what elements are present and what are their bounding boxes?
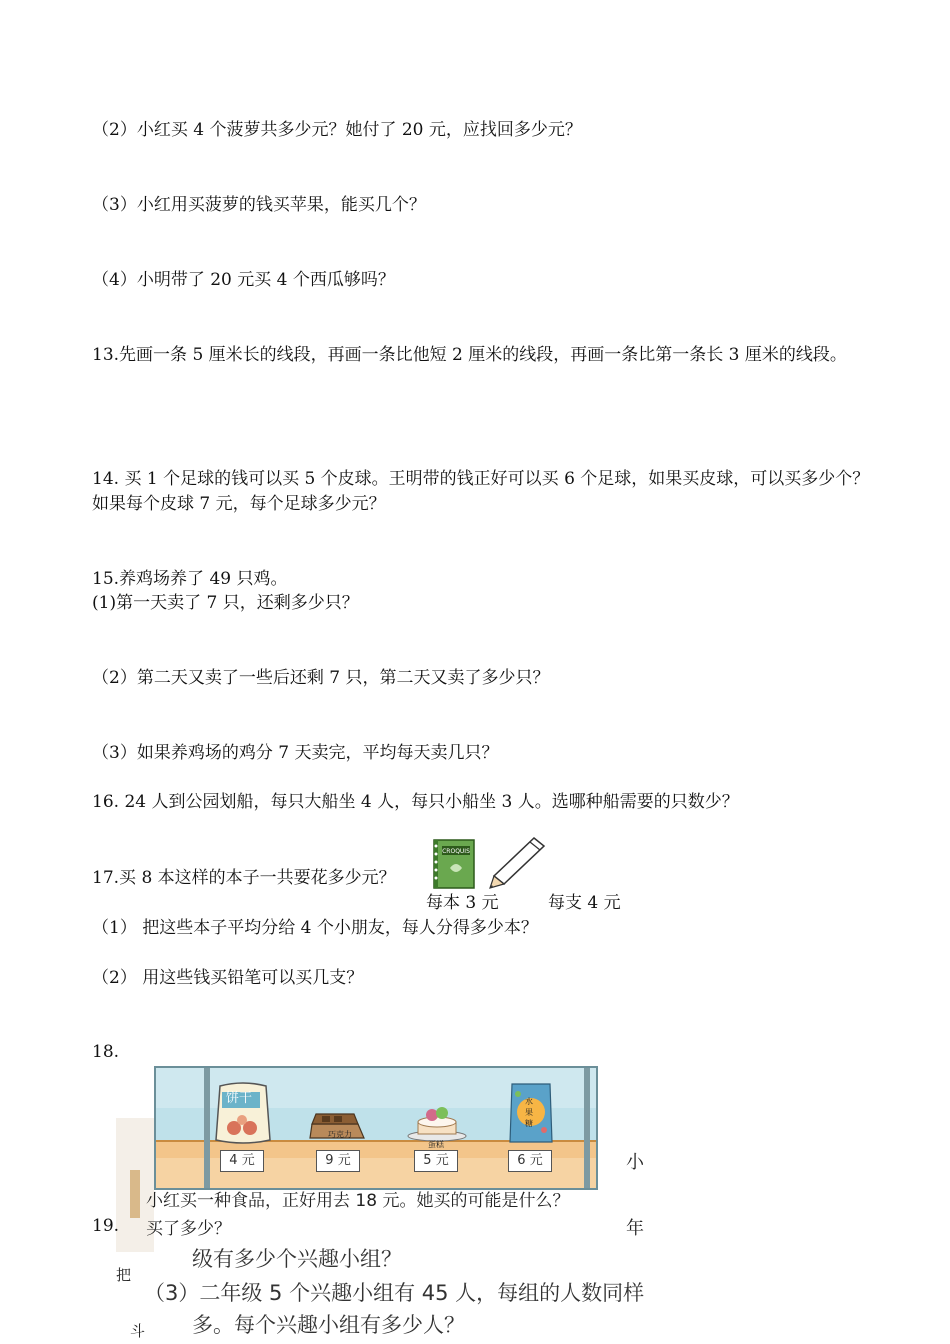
q12-part4: （4）小明带了 20 元买 4 个西瓜够吗？ — [92, 270, 395, 290]
q15-part1: (1)第一天卖了 7 只，还剩多少只？ — [92, 593, 359, 613]
q19-line1: 级有多少个兴趣小组？ — [192, 1247, 402, 1271]
biscuit-price-tag: 4 元 — [220, 1150, 264, 1172]
q19-number: 19. — [92, 1216, 120, 1236]
q13-text: 13.先画一条 5 厘米长的线段，再画一条比他短 2 厘米的线段，再画一条比第一条长 3 厘米的线段。 — [92, 345, 847, 365]
q18-number: 18. — [92, 1042, 120, 1062]
q15-part2: （2）第二天又卖了一些后还剩 7 只，第二天又卖了多少只？ — [92, 668, 550, 688]
notebook-price-caption: 每本 3 元 — [426, 893, 499, 913]
q18-question-line1: 小红买一种食品，正好用去 18 元。她买的可能是什么？ — [146, 1191, 570, 1211]
chocolate-price-tag: 9 元 — [316, 1150, 360, 1172]
q12-part3: （3）小红用买菠萝的钱买苹果，能买几个？ — [92, 195, 426, 215]
q17-part2: （2） 用这些钱买铅笔可以买几支？ — [92, 968, 364, 988]
biscuit-bag-icon — [212, 1080, 274, 1146]
pencil-icon — [488, 834, 548, 890]
notebook-icon — [430, 838, 478, 890]
pencil-price-caption: 每支 4 元 — [548, 893, 621, 913]
notebook-illustration — [430, 838, 478, 890]
q17-stem: 17.买 8 本这样的本子一共要花多少元？ — [92, 868, 396, 888]
q12-part2: （2）小红买 4 个菠萝共多少元？她付了 20 元，应找回多少元？ — [92, 120, 582, 140]
q15-stem: 15.养鸡场养了 49 只鸡。 — [92, 569, 288, 589]
q14-text: 14. 买 1 个足球的钱可以买 5 个皮球。王明带的钱正好可以买 6 个足球，如果买皮球，可以买多少个？如果每个皮球 7 元，每个足球多少元？ — [92, 469, 870, 514]
q15-part3: （3）如果养鸡场的鸡分 7 天卖完，平均每天卖几只？ — [92, 743, 499, 763]
q19-line2: （3）二年级 5 个兴趣小组有 45 人，每组的人数同样 — [144, 1281, 645, 1305]
chocolate-label: 巧克力 — [328, 1130, 352, 1139]
q16-text: 16. 24 人到公园划船，每只大船坐 4 人，每只小船坐 3 人。选哪种船需要的只数少？ — [92, 792, 739, 812]
q19-line3: 多。每个兴趣小组有多少人？ — [192, 1313, 465, 1337]
cake-icon — [406, 1100, 468, 1142]
candy-label: 水果糖 — [525, 1097, 533, 1128]
q17-part1: （1） 把这些本子平均分给 4 个小朋友，每人分得多少本？ — [92, 918, 538, 938]
notebook-cover-text: CROQUIS — [442, 848, 470, 855]
candy-price-tag: 6 元 — [508, 1150, 552, 1172]
q18-side-char: 小 — [626, 1152, 644, 1173]
q19-fragment-left2: 斗 — [130, 1322, 146, 1340]
q19-side-char: 年 — [626, 1218, 644, 1239]
cake-label: 蛋糕 — [428, 1140, 444, 1149]
cake-price-tag: 5 元 — [414, 1150, 458, 1172]
biscuit-label: 饼干 — [226, 1091, 253, 1106]
q19-fragment-left: 把 — [116, 1266, 132, 1284]
scan-fragment-mark — [130, 1170, 140, 1218]
pencil-illustration — [488, 834, 548, 890]
q18-question-line2: 买了多少？ — [146, 1219, 231, 1239]
